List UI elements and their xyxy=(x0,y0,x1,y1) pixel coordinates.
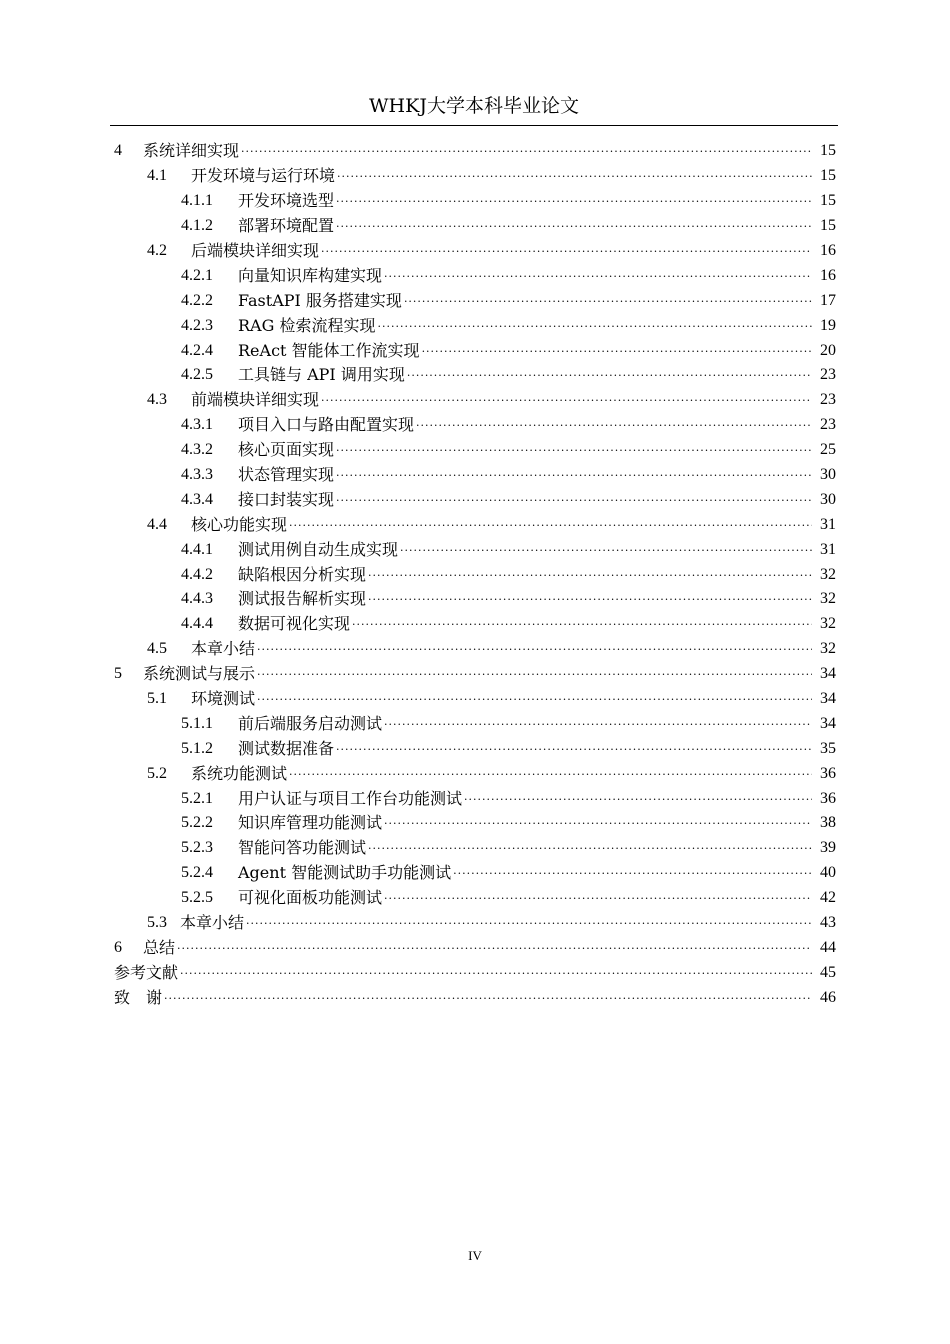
toc-entry-title: 智能问答功能测试 xyxy=(238,838,367,858)
toc-entry-number: 5.2.3 xyxy=(181,839,213,857)
toc-dot-leader xyxy=(289,516,812,536)
toc-entry-title: 数据可视化实现 xyxy=(238,614,351,634)
toc-dot-leader xyxy=(384,267,812,287)
toc-entry-number: 5.1 xyxy=(147,690,167,708)
toc-dot-leader xyxy=(336,740,812,760)
toc-entry-title: 系统功能测试 xyxy=(191,763,288,783)
toc-dot-leader xyxy=(336,441,812,461)
toc-entry-number: 4.4.4 xyxy=(181,615,213,633)
toc-entry-title: 可视化面板功能测试 xyxy=(238,888,383,908)
toc-entry-page: 32 xyxy=(820,565,836,583)
toc-dot-leader xyxy=(368,590,812,610)
toc-entry-title: 本章小结 xyxy=(191,639,256,659)
toc-entry-title: 环境测试 xyxy=(191,689,256,709)
toc-entry-page: 46 xyxy=(820,988,836,1006)
toc-entry[interactable] xyxy=(114,338,836,363)
toc-entry-title: 系统测试与展示 xyxy=(143,664,256,684)
toc-dot-leader xyxy=(180,964,812,984)
toc-entry-page: 44 xyxy=(820,938,836,956)
toc-dot-leader xyxy=(407,366,812,386)
toc-entry-page: 17 xyxy=(820,291,836,309)
toc-entry-page: 39 xyxy=(820,839,836,857)
toc-entry[interactable] xyxy=(114,911,836,936)
toc-entry-page: 34 xyxy=(820,690,836,708)
toc-entry-number: 5.2.1 xyxy=(181,789,213,807)
toc-entry-number: 4.5 xyxy=(147,640,167,658)
toc-entry-page: 30 xyxy=(820,466,836,484)
toc-entry[interactable] xyxy=(114,985,836,1010)
toc-dot-leader xyxy=(289,765,812,785)
toc-entry[interactable] xyxy=(114,861,836,886)
toc-entry-page: 43 xyxy=(820,914,836,932)
toc-entry[interactable] xyxy=(114,811,836,836)
toc-entry[interactable] xyxy=(114,363,836,388)
toc-entry-page: 15 xyxy=(820,167,836,185)
toc-entry[interactable] xyxy=(114,214,836,239)
toc-entry-page: 38 xyxy=(820,814,836,832)
toc-entry-title: 系统详细实现 xyxy=(143,141,240,161)
toc-dot-leader xyxy=(177,939,812,959)
toc-entry-title: 开发环境与运行环境 xyxy=(191,166,336,186)
toc-entry-number: 4.3.4 xyxy=(181,490,213,508)
toc-entry-title: 核心功能实现 xyxy=(191,514,288,534)
toc-entry[interactable] xyxy=(114,711,836,736)
toc-dot-leader xyxy=(453,864,812,884)
toc-entry-title: 测试用例自动生成实现 xyxy=(238,539,399,559)
toc-dot-leader xyxy=(164,989,812,1009)
toc-entry-number: 5.1.2 xyxy=(181,739,213,757)
toc-entry[interactable] xyxy=(114,164,836,189)
toc-entry-number: 4.3.2 xyxy=(181,441,213,459)
toc-entry-page: 32 xyxy=(820,590,836,608)
toc-entry[interactable] xyxy=(114,487,836,512)
toc-entry-number: 5 xyxy=(114,665,122,683)
toc-entry-page: 32 xyxy=(820,615,836,633)
toc-entry[interactable] xyxy=(114,886,836,911)
toc-entry-number: 4.3 xyxy=(147,391,167,409)
toc-dot-leader xyxy=(321,391,812,411)
toc-entry[interactable] xyxy=(114,761,836,786)
toc-entry-title: 本章小结 xyxy=(180,913,245,933)
toc-entry[interactable] xyxy=(114,463,836,488)
toc-entry[interactable] xyxy=(114,587,836,612)
toc-entry[interactable] xyxy=(114,960,836,985)
toc-dot-leader xyxy=(336,491,812,511)
toc-dot-leader xyxy=(257,690,812,710)
toc-entry-number: 4.2.3 xyxy=(181,316,213,334)
toc-entry-page: 19 xyxy=(820,316,836,334)
toc-entry-title: 后端模块详细实现 xyxy=(191,241,320,260)
toc-entry[interactable] xyxy=(114,139,836,164)
toc-entry-title: 接口封装实现 xyxy=(238,489,335,509)
toc-entry-page: 20 xyxy=(820,341,836,359)
toc-dot-leader xyxy=(337,167,812,187)
toc-entry[interactable] xyxy=(114,786,836,811)
page-header-title: WHKJ大学本科毕业论文 xyxy=(369,95,579,117)
toc-entry[interactable] xyxy=(114,288,836,313)
toc-dot-leader xyxy=(257,665,812,685)
toc-entry-page: 35 xyxy=(820,739,836,757)
toc-entry-number: 5.2.2 xyxy=(181,814,213,832)
page-number: IV xyxy=(468,1248,482,1263)
toc-entry[interactable] xyxy=(114,263,836,288)
toc-entry-page: 16 xyxy=(820,266,836,284)
toc-entry-number: 5.2.5 xyxy=(181,889,213,907)
toc-entry-number: 5.2 xyxy=(147,764,167,782)
toc-dot-leader xyxy=(416,416,812,436)
toc-dot-leader xyxy=(368,566,812,586)
toc-entry-title: 项目入口与路由配置实现 xyxy=(238,415,415,435)
toc-dot-leader xyxy=(422,342,812,362)
toc-entry-title: 前后端服务启动测试 xyxy=(238,713,383,733)
toc-entry-number: 4.2 xyxy=(147,242,167,259)
toc-entry-number: 5.2.4 xyxy=(181,864,213,882)
toc-dot-leader xyxy=(377,317,812,337)
toc-entry-title: 参考文献 xyxy=(114,962,179,982)
toc-dot-leader xyxy=(246,914,812,934)
toc-entry-title: ReAct 智能体工作流实现 xyxy=(238,340,420,360)
toc-entry-page: 45 xyxy=(820,963,836,981)
toc-entry-title: 开发环境选型 xyxy=(238,191,335,211)
toc-entry[interactable] xyxy=(114,413,836,438)
toc-entry[interactable] xyxy=(114,313,836,338)
header-rule xyxy=(110,125,838,126)
toc-entry-title: 工具链与 API 调用实现 xyxy=(238,365,405,385)
toc-entry[interactable] xyxy=(114,512,836,537)
toc-entry[interactable] xyxy=(114,388,836,413)
toc-entry-page: 34 xyxy=(820,714,836,732)
toc-entry-number: 4.2.4 xyxy=(181,341,213,359)
toc-dot-leader xyxy=(257,640,812,660)
toc-entry[interactable] xyxy=(114,438,836,463)
toc-entry-title: 前端模块详细实现 xyxy=(191,390,320,410)
toc-entry-title: RAG 检索流程实现 xyxy=(238,315,376,335)
toc-entry-number: 4.1.1 xyxy=(181,192,213,210)
toc-entry-number: 4.1.2 xyxy=(181,217,213,235)
toc-entry-title: 知识库管理功能测试 xyxy=(238,813,383,833)
toc-entry-page: 42 xyxy=(820,889,836,907)
toc-entry-page: 16 xyxy=(820,242,836,259)
toc-entry[interactable] xyxy=(114,687,836,712)
toc-dot-leader xyxy=(336,217,812,237)
toc-dot-leader xyxy=(384,889,812,909)
toc-entry-number: 4.1 xyxy=(147,167,167,185)
toc-entry[interactable] xyxy=(114,836,836,861)
toc-dot-leader xyxy=(404,292,812,312)
toc-entry-page: 15 xyxy=(820,142,836,160)
toc-entry-title: 向量知识库构建实现 xyxy=(238,265,383,285)
toc-entry-page: 36 xyxy=(820,789,836,807)
toc-entry-page: 23 xyxy=(820,391,836,409)
toc-dot-leader xyxy=(321,242,812,262)
toc-entry-page: 15 xyxy=(820,217,836,235)
toc-entry[interactable] xyxy=(114,612,836,637)
toc-dot-leader xyxy=(400,541,812,561)
table-of-contents xyxy=(114,139,836,1010)
toc-entry-number: 4.4.3 xyxy=(181,590,213,608)
toc-entry-page: 25 xyxy=(820,441,836,459)
toc-entry-title: Agent 智能测试助手功能测试 xyxy=(238,863,452,883)
toc-entry-page: 40 xyxy=(820,864,836,882)
toc-entry[interactable] xyxy=(114,189,836,214)
toc-entry-page: 36 xyxy=(820,764,836,782)
toc-entry-number: 4.4 xyxy=(147,515,167,533)
toc-entry-number: 4.2.5 xyxy=(181,366,213,384)
toc-entry-title: 致 谢 xyxy=(114,987,163,1007)
toc-entry[interactable] xyxy=(114,637,836,662)
toc-entry-page: 31 xyxy=(820,515,836,533)
toc-dot-leader xyxy=(241,142,812,162)
toc-entry-title: 总结 xyxy=(143,937,176,957)
toc-entry[interactable] xyxy=(114,562,836,587)
toc-dot-leader xyxy=(384,814,812,834)
toc-entry-number: 4.4.1 xyxy=(181,540,213,558)
toc-entry-title: 核心页面实现 xyxy=(238,440,335,460)
toc-entry-title: FastAPI 服务搭建实现 xyxy=(238,290,402,310)
toc-entry-page: 34 xyxy=(820,665,836,683)
toc-entry-number: 4.2.1 xyxy=(181,266,213,284)
toc-entry-title: 缺陷根因分析实现 xyxy=(238,564,367,584)
toc-entry-title: 测试数据准备 xyxy=(238,738,335,758)
toc-entry-page: 32 xyxy=(820,640,836,658)
toc-entry-number: 6 xyxy=(114,938,122,956)
toc-dot-leader xyxy=(336,192,812,212)
toc-entry-number: 4 xyxy=(114,142,122,160)
toc-entry-title: 部署环境配置 xyxy=(238,216,335,236)
toc-entry-number: 5.3 xyxy=(147,914,167,932)
toc-entry-page: 15 xyxy=(820,192,836,210)
toc-entry-number: 4.3.1 xyxy=(181,416,213,434)
toc-entry-title: 测试报告解析实现 xyxy=(238,589,367,609)
toc-entry-page: 23 xyxy=(820,366,836,384)
toc-entry-number: 4.3.3 xyxy=(181,466,213,484)
toc-entry-number: 5.1.1 xyxy=(181,714,213,732)
toc-dot-leader xyxy=(336,466,812,486)
toc-entry-number: 4.4.2 xyxy=(181,565,213,583)
toc-entry-title: 状态管理实现 xyxy=(238,465,335,485)
toc-dot-leader xyxy=(352,615,812,635)
toc-entry-number: 4.2.2 xyxy=(181,291,213,309)
toc-dot-leader xyxy=(368,839,812,859)
toc-dot-leader xyxy=(464,790,812,810)
toc-entry[interactable] xyxy=(114,537,836,562)
toc-entry[interactable] xyxy=(114,936,836,961)
toc-entry-page: 23 xyxy=(820,416,836,434)
toc-entry[interactable] xyxy=(114,736,836,761)
toc-entry[interactable] xyxy=(114,239,836,264)
toc-entry[interactable] xyxy=(114,662,836,687)
toc-entry-title: 用户认证与项目工作台功能测试 xyxy=(238,788,463,808)
toc-entry-page: 31 xyxy=(820,540,836,558)
toc-dot-leader xyxy=(384,715,812,735)
toc-entry-page: 30 xyxy=(820,490,836,508)
